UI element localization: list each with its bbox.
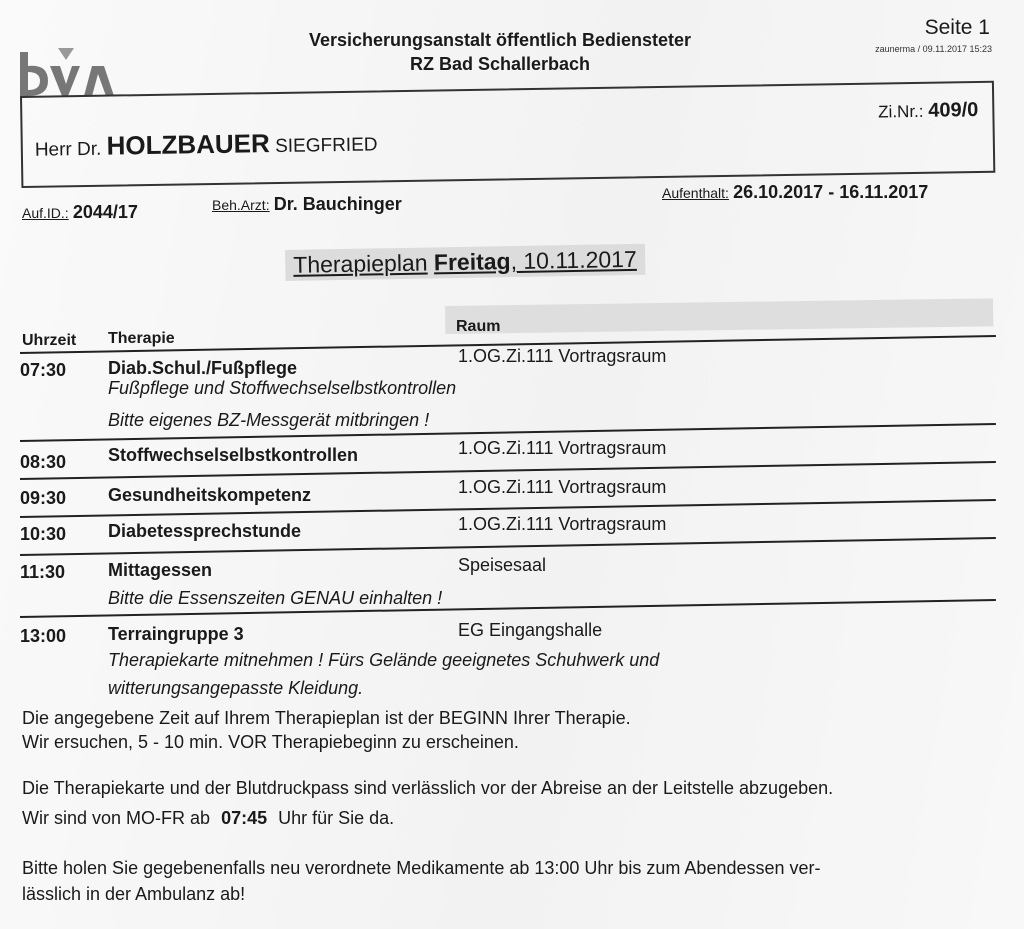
auf-id-value: 2044/17: [72, 202, 138, 222]
stay-period: [662, 182, 928, 203]
salutation: Herr Dr.: [34, 138, 102, 161]
hours-time: 07:45: [221, 808, 268, 828]
room-value: 409/0: [928, 98, 979, 122]
treating-doctor: [212, 194, 402, 215]
institution-location: RZ Bad Schallerbach: [409, 54, 591, 74]
footer-line: lässlich in der Ambulanz ab!: [22, 884, 246, 904]
hours-suffix: Uhr für Sie da.: [278, 808, 395, 828]
header-time: Uhrzeit: [22, 332, 77, 349]
auf-id: [22, 202, 138, 223]
row-therapy: Diabetessprechstunde: [108, 521, 302, 541]
hours-prefix: Wir sind von MO-FR ab: [22, 808, 211, 828]
last-name: HOLZBAUER: [106, 128, 271, 161]
row-note: Therapiekarte mitnehmen ! Fürs Gelände geeignetes Schuhwerk und: [108, 650, 660, 670]
patient-name: [35, 126, 378, 162]
header-room: Raum: [456, 318, 501, 335]
doctor-value: Dr. Bauchinger: [273, 194, 402, 214]
plan-title-day: Freitag: [433, 248, 511, 276]
plan-title-date: , 10.11.2017: [510, 245, 637, 275]
row-room: 1.OG.Zi.111 Vortragsraum: [458, 346, 667, 366]
row-therapy: Diab.Schul./Fußpflege: [108, 358, 298, 378]
row-time: 13:00: [20, 626, 67, 646]
footer-line: Wir ersuchen, 5 - 10 min. VOR Therapiebeginn zu erscheinen.: [22, 732, 519, 752]
doctor-label: Beh.Arzt:: [212, 197, 270, 213]
institution-header: [270, 28, 730, 76]
room-number: [878, 99, 978, 124]
row-note: Fußpflege und Stoffwechselselbstkontrollen: [108, 378, 457, 398]
row-time: 09:30: [20, 488, 67, 508]
row-room: 1.OG.Zi.111 Vortragsraum: [458, 438, 667, 458]
row-room: EG Eingangshalle: [458, 620, 603, 640]
page-number: Seite 1: [924, 16, 990, 39]
auf-id-label: Auf.ID.:: [22, 205, 69, 221]
print-info: zaunerma / 09.11.2017 15:23: [875, 44, 992, 54]
row-time: 11:30: [20, 562, 66, 582]
footer-line: Die Therapiekarte und der Blutdruckpass sind verlässlich vor der Abreise an der Leitstelle abzugeben.: [22, 778, 834, 798]
patient-box: [20, 81, 995, 188]
row-time: 08:30: [20, 452, 67, 472]
table-header-band: [445, 298, 993, 334]
room-label: Zi.Nr.:: [878, 101, 924, 122]
row-room: 1.OG.Zi.111 Vortragsraum: [458, 477, 667, 497]
header-therapy: Therapie: [108, 330, 175, 347]
footer-line: Bitte holen Sie gegebenenfalls neu verordnete Medikamente ab 13:00 Uhr bis zum Abendessen ver-: [22, 858, 821, 878]
row-room: Speisesaal: [458, 555, 547, 575]
row-time: 07:30: [20, 360, 67, 380]
row-note: witterungsangepasste Kleidung.: [108, 678, 364, 698]
row-therapy: Stoffwechselselbstkontrollen: [108, 445, 359, 465]
bva-logo: [18, 44, 122, 100]
footer-line: Die angegebene Zeit auf Ihrem Therapieplan ist der BEGINN Ihrer Therapie.: [22, 708, 631, 728]
row-therapy: Gesundheitskompetenz: [108, 485, 312, 505]
institution-name: Versicherungsanstalt öffentlich Bediensteter: [308, 30, 692, 50]
row-room: 1.OG.Zi.111 Vortragsraum: [458, 514, 667, 534]
stay-label: Aufenthalt:: [662, 185, 729, 201]
row-therapy: Mittagessen: [108, 560, 213, 580]
plan-title: [285, 244, 645, 281]
row-note: Bitte die Essenszeiten GENAU einhalten !: [108, 588, 443, 608]
row-therapy: Terraingruppe 3: [108, 624, 244, 644]
stay-value: 26.10.2017 - 16.11.2017: [733, 182, 929, 202]
plan-title-prefix: Therapieplan: [293, 249, 428, 278]
first-name: SIEGFRIED: [274, 134, 378, 157]
row-note: Bitte eigenes BZ-Messgerät mitbringen !: [108, 410, 430, 430]
footer-line-hours: [22, 806, 394, 830]
row-time: 10:30: [20, 524, 67, 544]
